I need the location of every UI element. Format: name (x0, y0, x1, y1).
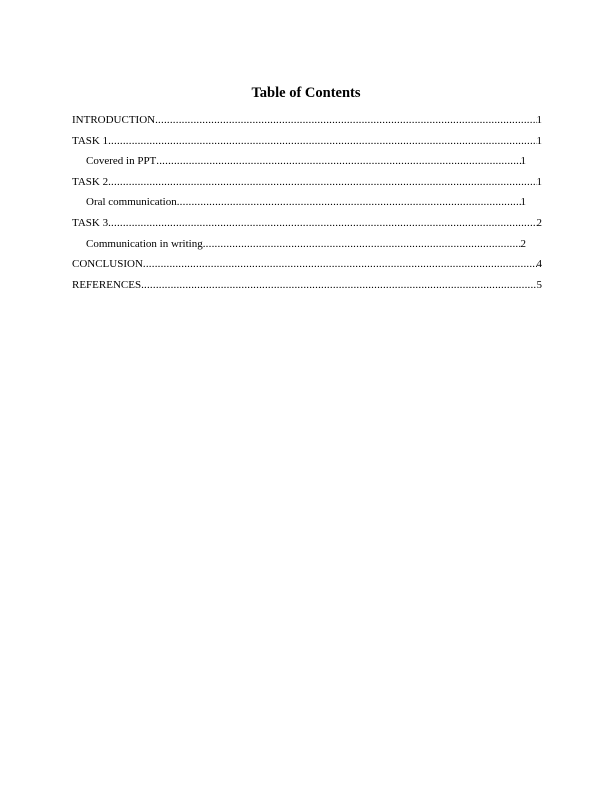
toc-entry-page: 1 (536, 175, 542, 188)
toc-entry-label: TASK 3 (72, 216, 109, 229)
toc-entry-label: Covered in PPT (86, 155, 157, 168)
toc-entry-task-3[interactable] (72, 216, 542, 237)
toc-entry-page: 1 (520, 155, 526, 168)
toc-list (72, 113, 542, 298)
toc-title: Table of Contents (251, 85, 361, 101)
toc-dot-leader (156, 154, 520, 168)
toc-entry-task-2[interactable] (72, 175, 542, 196)
toc-entry-page: 1 (520, 196, 526, 209)
toc-entry-introduction[interactable] (72, 113, 542, 134)
toc-entry-references[interactable] (72, 278, 542, 299)
toc-dot-leader (141, 278, 536, 292)
toc-entry-page: 1 (536, 134, 542, 147)
toc-dot-leader (177, 195, 521, 209)
toc-dot-leader (108, 134, 536, 148)
toc-dot-leader (108, 175, 536, 189)
toc-entry-conclusion[interactable] (72, 257, 542, 278)
toc-entry-label: CONCLUSION (72, 258, 143, 271)
toc-entry-page: 2 (520, 237, 526, 250)
toc-entry-label: REFERENCES (72, 278, 142, 291)
toc-dot-leader (108, 216, 536, 230)
toc-dot-leader (203, 237, 521, 251)
toc-entry-page: 1 (536, 114, 542, 126)
toc-entry-page: 5 (536, 278, 542, 291)
toc-entry-page: 4 (536, 258, 542, 271)
toc-dot-leader (155, 113, 536, 127)
toc-entry-label: TASK 1 (72, 134, 109, 147)
toc-entry-label: INTRODUCTION (72, 114, 156, 126)
toc-entry-task-1[interactable] (72, 134, 542, 155)
toc-entry-label: Communication in writing (86, 237, 203, 250)
toc-entry-label: TASK 2 (72, 175, 109, 188)
toc-entry-label: Oral communication (86, 196, 177, 209)
toc-entry-communication-in-writing[interactable] (72, 237, 526, 258)
toc-entry-covered-in-ppt[interactable] (72, 154, 526, 175)
toc-entry-oral-communication[interactable] (72, 195, 526, 216)
toc-dot-leader (143, 257, 537, 271)
toc-entry-page: 2 (536, 216, 542, 229)
